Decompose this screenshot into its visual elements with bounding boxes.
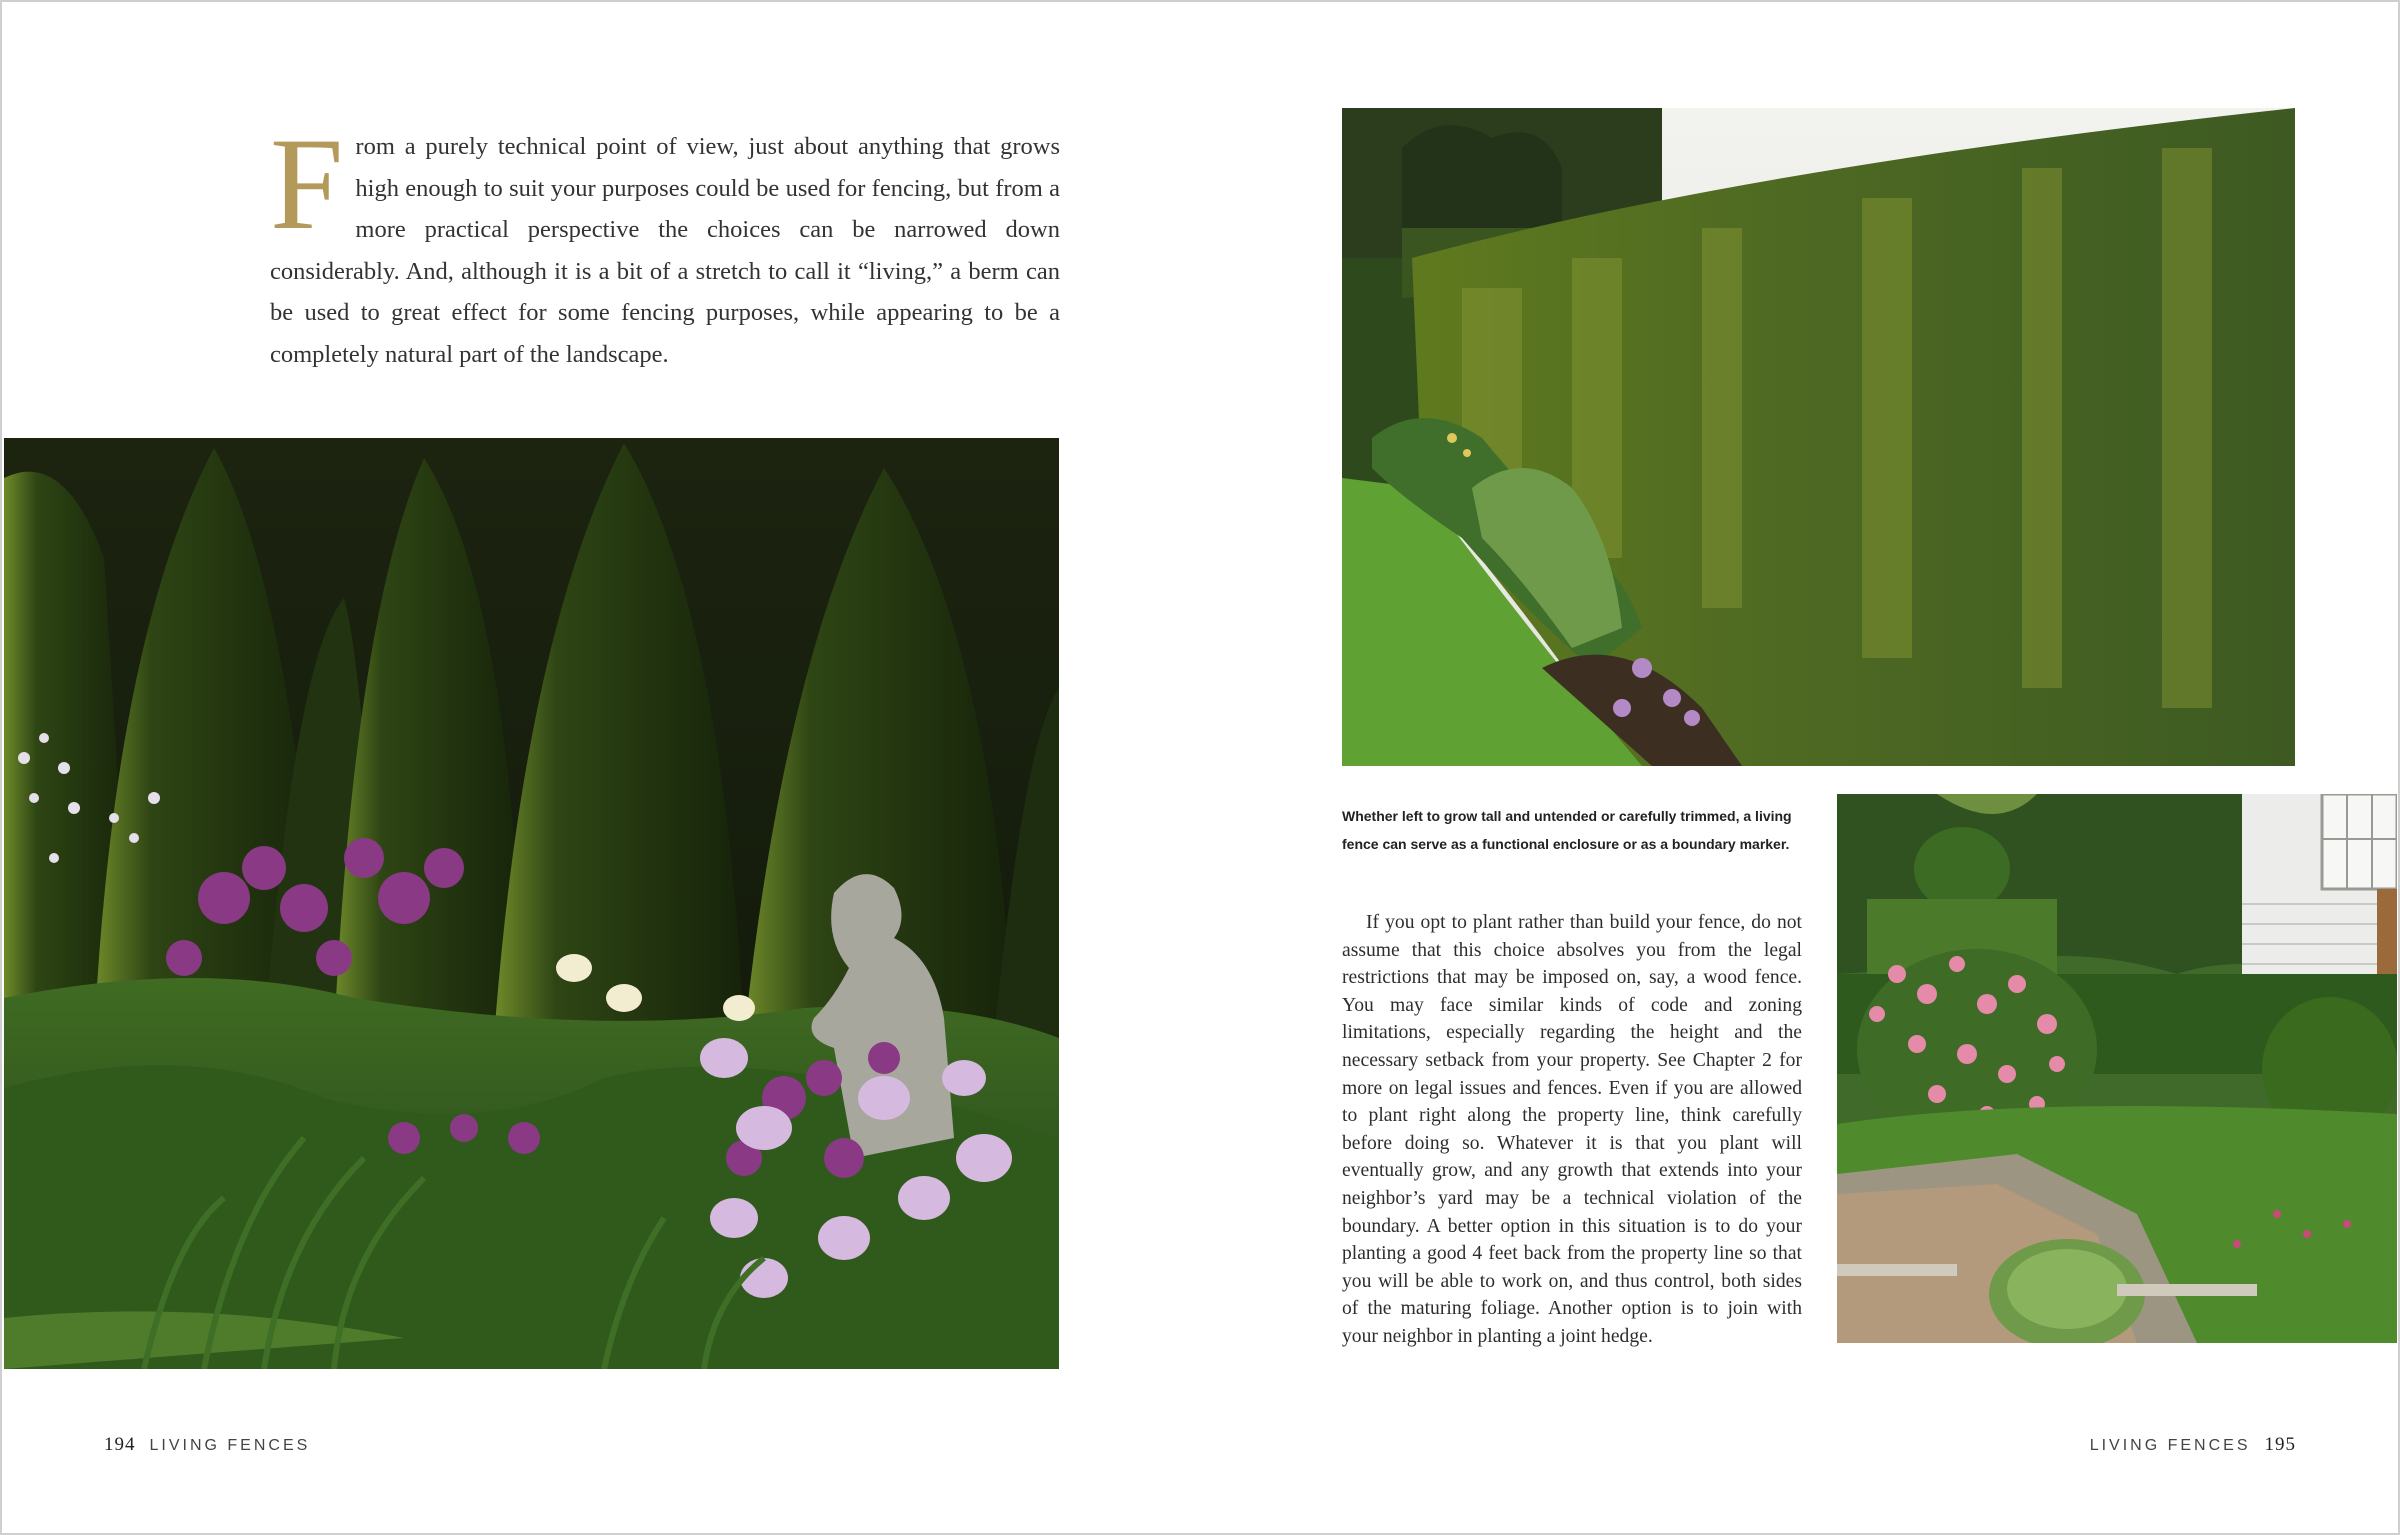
right-folio bbox=[2090, 1434, 2296, 1456]
page-number-right: 195 bbox=[2264, 1434, 2296, 1455]
left-folio bbox=[104, 1434, 310, 1456]
body-paragraph: If you opt to plant rather than build your fence, do not assume that this choice absolves you from the legal restrictions that may be imposed on, say, a wood fence. You may face similar kinds of code and zoning limitations, especially regarding the height and the necessary setback from your property. See Chapter 2 for more on legal issues and fences. Even if you are allowed to plant right along the property line, think carefully before doing so. Whatever it is that you plant will eventually grow, and any growth that extends into your neighbor’s yard may be a technical violation of the boundary. A better option in this situation is to do your planting a good 4 feet back from the property line so that you will be able to work on, and thus control, both sides of the maturing foliage. Another option is to join with your neighbor in planting a joint hedge. bbox=[1342, 912, 1802, 1347]
drop-cap: F bbox=[270, 110, 344, 257]
formal-garden-photo bbox=[1837, 794, 2397, 1343]
intro-text: rom a purely technical point of view, just about anything that grows high enough to suit your purposes could be used for fencing, but from a more practical perspective the choices can be narrowed down considerably. And, although it is a bit of a stretch to call it “living,” a berm can be used to great effect for some fencing purposes, while appearing to be a completely natural part of the landscape. bbox=[270, 133, 1060, 368]
running-head-left: LIVING FENCES bbox=[149, 1437, 311, 1454]
intro-paragraph bbox=[270, 110, 1060, 375]
tall-hedge-photo bbox=[1342, 108, 2295, 766]
arborvitae-garden-photo bbox=[4, 438, 1059, 1369]
running-head-right: LIVING FENCES bbox=[2089, 1437, 2251, 1454]
photo-caption: Whether left to grow tall and untended or carefully trimmed, a living fence can serve as a functional enclosure or as a boundary marker. bbox=[1342, 808, 1792, 852]
page-number-left: 194 bbox=[104, 1434, 136, 1455]
